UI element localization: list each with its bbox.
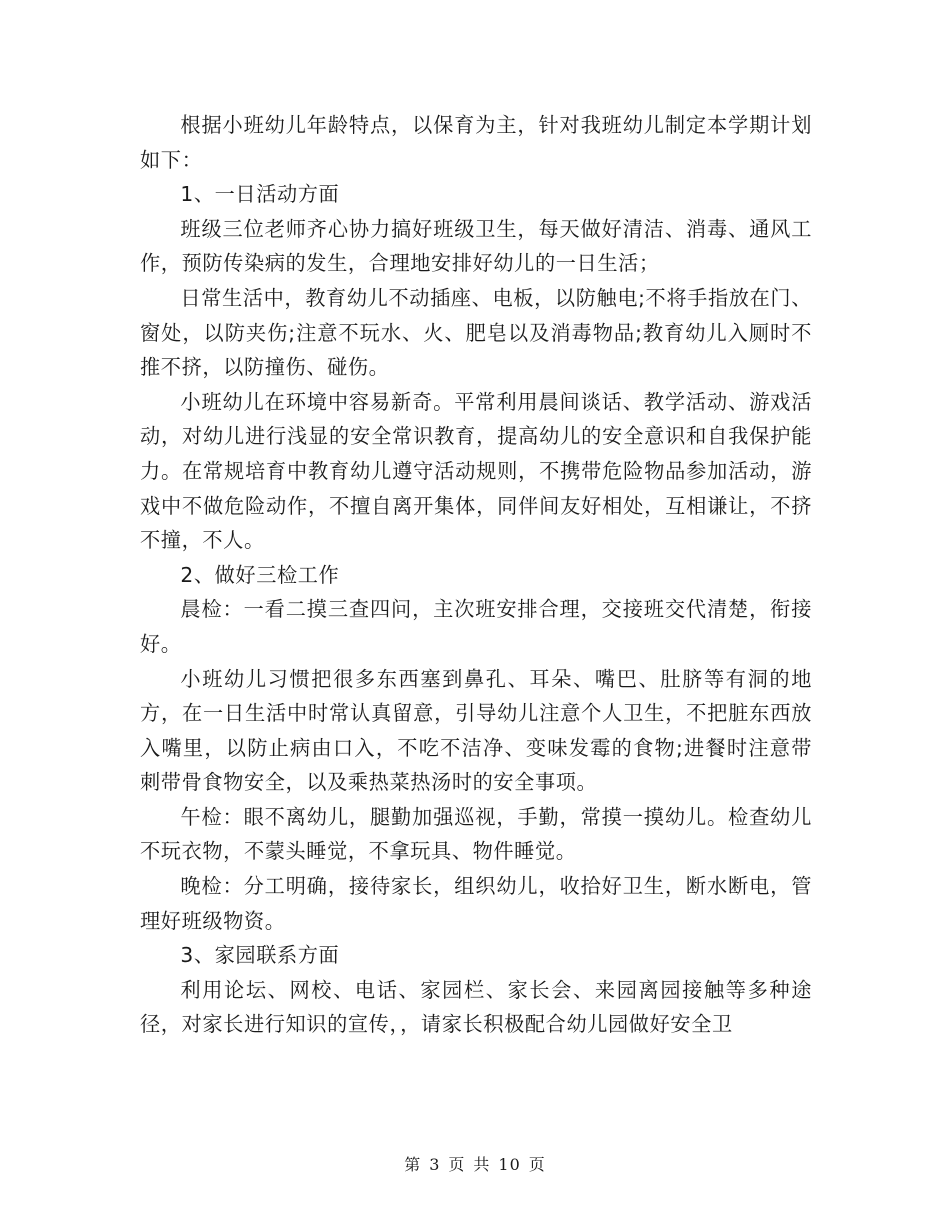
footer-total-word: 共 — [473, 1155, 491, 1174]
footer-page-word: 页 — [448, 1155, 466, 1174]
paragraph-habits: 小班幼儿习惯把很多东西塞到鼻孔、耳朵、嘴巴、肚脐等有洞的地方，在一日生活中时常认真留意，引导幼儿注意个人卫生，不把脏东西放入嘴里，以防止病由口入，不吃不洁净、变味发霉的食物;进餐时注意带刺带骨食物安全，以及乘热菜热汤时的安全事项。 — [140, 666, 812, 795]
page-footer — [0, 1152, 950, 1175]
footer-total-pages: 10 — [498, 1155, 521, 1174]
paragraph-hygiene: 班级三位老师齐心协力搞好班级卫生，每天做好清洁、消毒、通风工作，预防传染病的发生，合理地安排好幼儿的一日生活； — [140, 216, 812, 276]
paragraph-evening-check: 晚检：分工明确，接待家长，组织幼儿，收拾好卫生，断水断电，管理好班级物资。 — [140, 874, 812, 933]
paragraph-noon-check: 午检：眼不离幼儿，腿勤加强巡视，手勤，常摸一摸幼儿。检查幼儿不玩衣物，不蒙头睡觉，不拿玩具、物件睡觉。 — [140, 804, 812, 864]
paragraph-daily-safety: 日常生活中，教育幼儿不动插座、电板，以防触电;不将手指放在门、窗处，以防夹伤;注意不玩水、火、肥皂以及消毒物品;教育幼儿入厕时不推不挤，以防撞伤、碰伤。 — [140, 285, 812, 380]
section-heading-three-checks: 2、做好三检工作 — [180, 562, 340, 587]
footer-current-page: 3 — [429, 1155, 441, 1174]
paragraph-safety-education: 小班幼儿在环境中容易新奇。平常利用晨间谈话、教学活动、游戏活动，对幼儿进行浅显的安全常识教育，提高幼儿的安全意识和自我保护能力。在常规培育中教育幼儿遵守活动规则，不携带危险物品参加活动，游戏中不做危险动作，不擅自离开集体，同伴间友好相处，互相谦让，不挤不撞，不人。 — [140, 389, 812, 553]
footer-prefix: 第 — [404, 1155, 422, 1174]
paragraph-morning-check: 晨检：一看二摸三查四问，主次班安排合理，交接班交代清楚，衔接好。 — [140, 597, 812, 656]
paragraph-home-school-contact: 利用论坛、网校、电话、家园栏、家长会、来园离园接触等多种途径，对家长进行知识的宣传，，请家长积极配合幼儿园做好安全卫 — [140, 977, 812, 1037]
document-body — [140, 108, 812, 1042]
section-heading-home-school: 3、家园联系方面 — [180, 943, 340, 968]
footer-suffix: 页 — [528, 1155, 546, 1174]
paragraph-intro: 根据小班幼儿年龄特点，以保育为主，针对我班幼儿制定本学期计划如下： — [140, 113, 812, 172]
section-heading-daily-activities: 1、一日活动方面 — [180, 182, 340, 207]
